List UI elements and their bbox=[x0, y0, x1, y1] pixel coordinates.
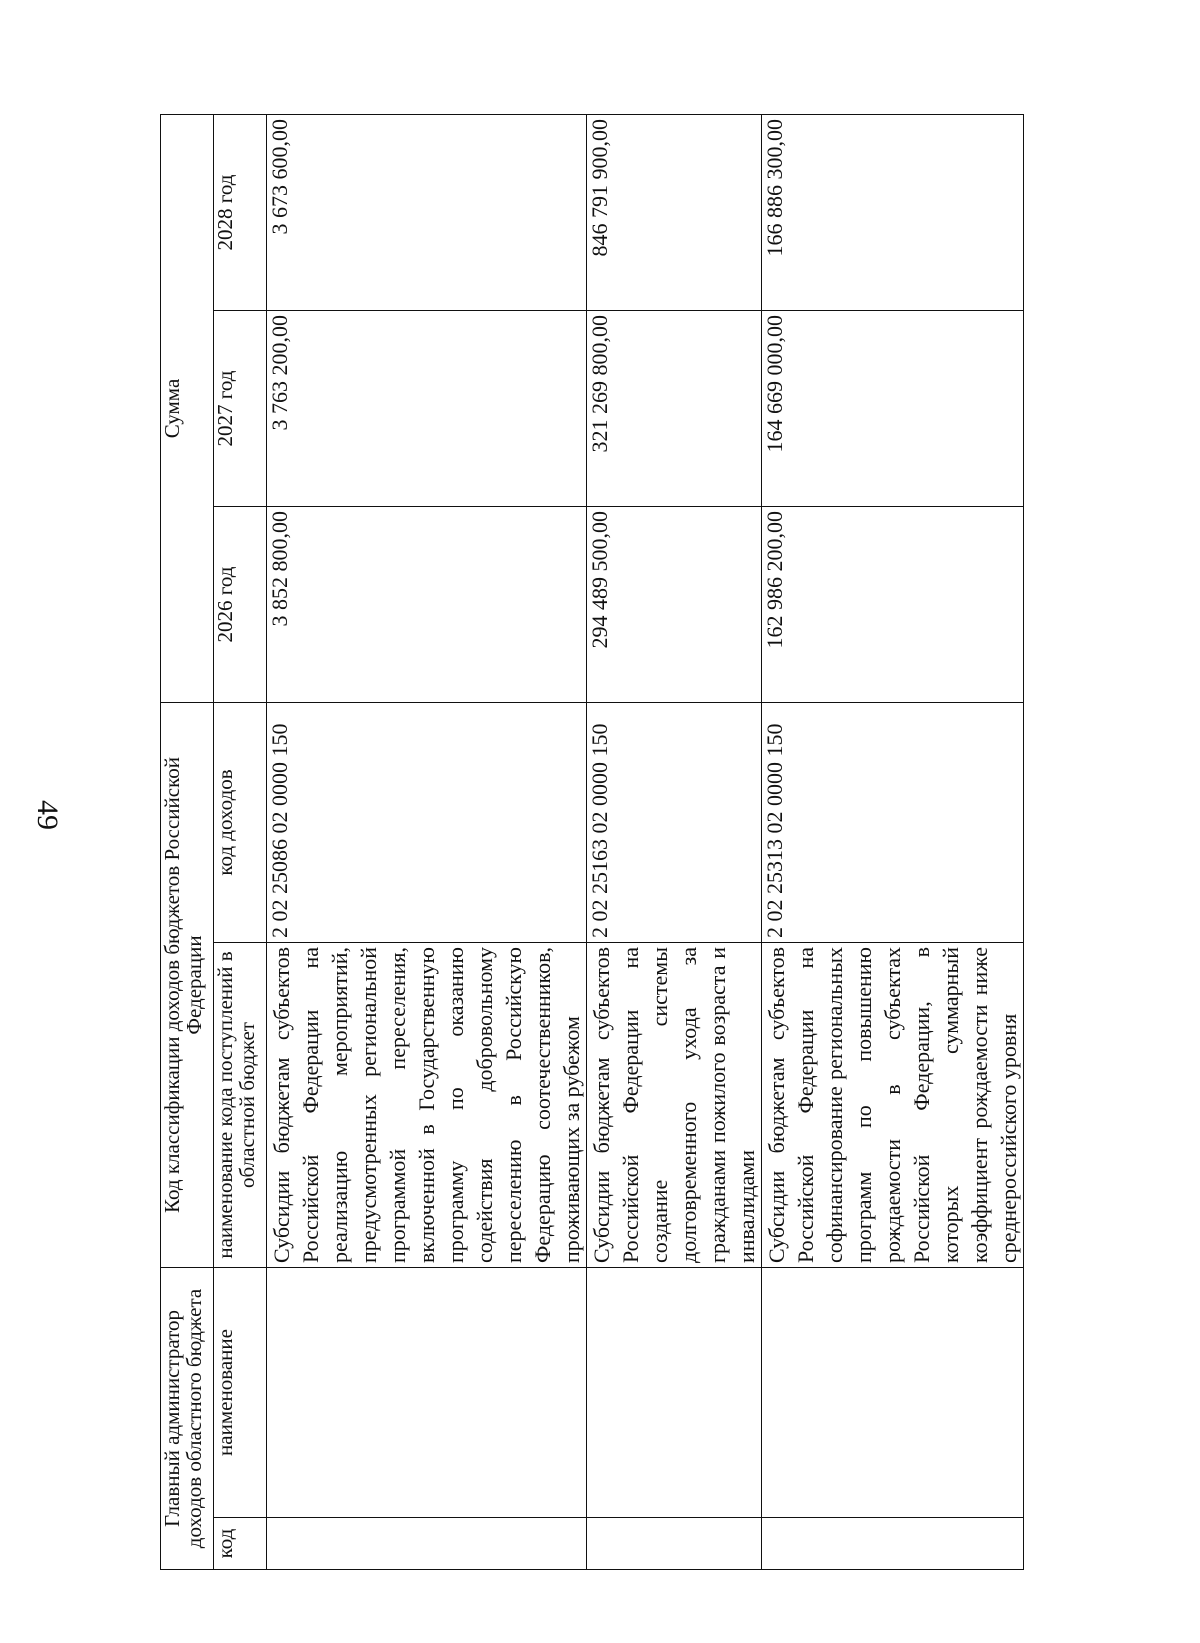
amount-2026-cell: 162 986 200,00 bbox=[762, 506, 1024, 702]
rotated-table-container bbox=[160, 115, 1021, 1570]
amount-2027-cell: 3 763 200,00 bbox=[267, 310, 587, 506]
income-description-cell: Субсидии бюджетам субъектов Российской Федерации на создание системы долговременного ухода за гражданами пожилого возраста и инвалидами bbox=[587, 943, 762, 1268]
admin-code-cell bbox=[587, 1518, 762, 1570]
table-row bbox=[762, 114, 1024, 1569]
amount-2028-cell: 3 673 600,00 bbox=[267, 114, 587, 310]
col-income-code-header: код доходов bbox=[214, 702, 267, 942]
table-row bbox=[267, 114, 587, 1569]
income-code-cell: 2 02 25163 02 0000 150 bbox=[587, 702, 762, 942]
amount-2028-cell: 846 791 900,00 bbox=[587, 114, 762, 310]
admin-name-cell bbox=[267, 1268, 587, 1518]
admin-code-cell bbox=[762, 1518, 1024, 1570]
table-row bbox=[587, 114, 762, 1569]
income-description-cell: Субсидии бюджетам субъектов Российской Федерации на реализацию мероприятий, предусмотренных региональной программой переселения, включенной в Государственную программу по оказанию содействия добровольному переселению в Российскую Федерацию соотечественников, проживающих за рубежом bbox=[267, 943, 587, 1268]
sum-group-header: Сумма bbox=[161, 114, 214, 702]
admin-name-cell bbox=[762, 1268, 1024, 1518]
amount-2027-cell: 321 269 800,00 bbox=[587, 310, 762, 506]
admin-group-header: Главный администратор доходов областного бюджета bbox=[161, 1268, 214, 1570]
admin-code-cell bbox=[267, 1518, 587, 1570]
income-code-cell: 2 02 25313 02 0000 150 bbox=[762, 702, 1024, 942]
col-2027-header: 2027 год bbox=[214, 310, 267, 506]
amount-2026-cell: 294 489 500,00 bbox=[587, 506, 762, 702]
col-code-header: код bbox=[214, 1518, 267, 1570]
income-code-cell: 2 02 25086 02 0000 150 bbox=[267, 702, 587, 942]
page-number: 49 bbox=[31, 800, 64, 830]
revenue-table bbox=[160, 114, 1024, 1570]
col-name-header: наименование bbox=[214, 1268, 267, 1518]
col-2028-header: 2028 год bbox=[214, 114, 267, 310]
income-description-cell: Субсидии бюджетам субъектов Российской Федерации на софинансирование региональных программ по повышению рождаемости в субъектах Российской Федерации, в которых суммарный коэффициент рождаемости ниже среднероссийского уровня bbox=[762, 943, 1024, 1268]
amount-2028-cell: 166 886 300,00 bbox=[762, 114, 1024, 310]
amount-2027-cell: 164 669 000,00 bbox=[762, 310, 1024, 506]
col-income-name-header: наименование кода поступлений в областной бюджет bbox=[214, 943, 267, 1268]
amount-2026-cell: 3 852 800,00 bbox=[267, 506, 587, 702]
admin-name-cell bbox=[587, 1268, 762, 1518]
code-group-header: Код классификации доходов бюджетов Российской Федерации bbox=[161, 702, 214, 1267]
col-2026-header: 2026 год bbox=[214, 506, 267, 702]
